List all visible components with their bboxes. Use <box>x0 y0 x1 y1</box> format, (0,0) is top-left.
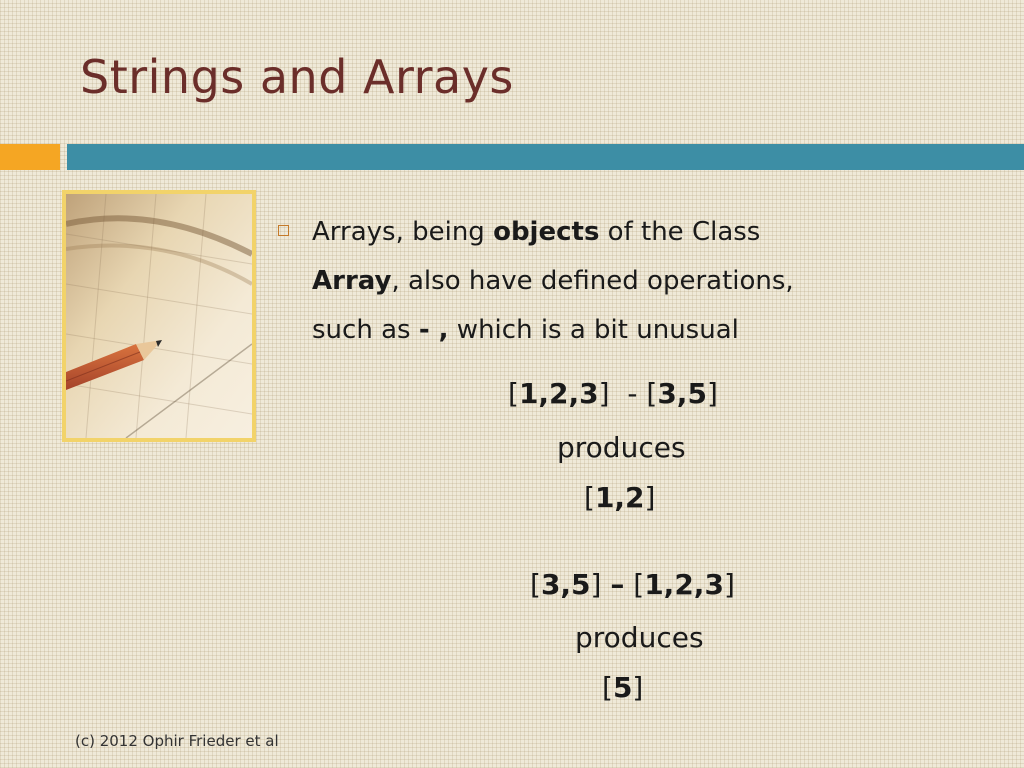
bullet-item <box>276 208 956 355</box>
expr-part: 1,2,3 <box>518 377 599 410</box>
example-1-result <box>584 481 655 514</box>
expr-part: ] <box>706 377 718 410</box>
bullet-text <box>312 208 956 355</box>
pencil-illustration <box>66 194 252 438</box>
bullet-line-1-part: Arrays, being <box>312 217 494 247</box>
expr-part: ] <box>590 568 611 601</box>
result-part: ] <box>632 671 644 704</box>
example-2-produces: produces <box>575 621 704 654</box>
expr-part: [ <box>530 568 541 601</box>
accent-bar-orange <box>0 144 60 170</box>
expr-part: – <box>610 568 625 601</box>
result-part: 5 <box>612 671 633 704</box>
example-1-produces: produces <box>557 431 686 464</box>
result-part: [ <box>602 671 613 704</box>
expr-part: 3,5 <box>540 568 591 601</box>
example-2-result <box>602 671 643 704</box>
accent-bar-teal <box>67 144 1024 170</box>
expr-part: 1,2,3 <box>644 568 724 601</box>
expr-part: 3,5 <box>657 377 707 410</box>
expr-part: [ <box>508 377 519 410</box>
pencil-on-graph-paper-image <box>62 190 256 442</box>
expr-part: ] <box>723 568 735 601</box>
bullet-line-2 <box>312 257 956 306</box>
example-1-expression <box>508 377 718 410</box>
bullet-line-3-part: such as <box>312 315 419 345</box>
slide-title: Strings and Arrays <box>80 50 514 104</box>
bullet-line-3 <box>312 306 956 355</box>
result-part: [ <box>584 481 595 514</box>
bullet-keyword-array: Array <box>312 266 392 296</box>
example-2-expression <box>530 568 735 601</box>
square-bullet-icon <box>278 225 289 236</box>
footer-copyright: (c) 2012 Ophir Frieder et al <box>75 732 279 750</box>
result-part: ] <box>644 481 656 514</box>
bullet-keyword-objects: objects <box>493 217 600 247</box>
result-part: 1,2 <box>594 481 645 514</box>
bullet-line-1 <box>312 208 956 257</box>
bullet-line-1-part: of the Class <box>599 217 761 247</box>
bullet-line-3-part: which is a bit unusual <box>448 315 739 345</box>
bullet-line-2-part: , also have defined operations, <box>391 266 794 296</box>
expr-part: [ <box>624 568 645 601</box>
bullet-keyword-minus: - , <box>418 315 449 345</box>
expr-part: ] - [ <box>598 377 658 410</box>
